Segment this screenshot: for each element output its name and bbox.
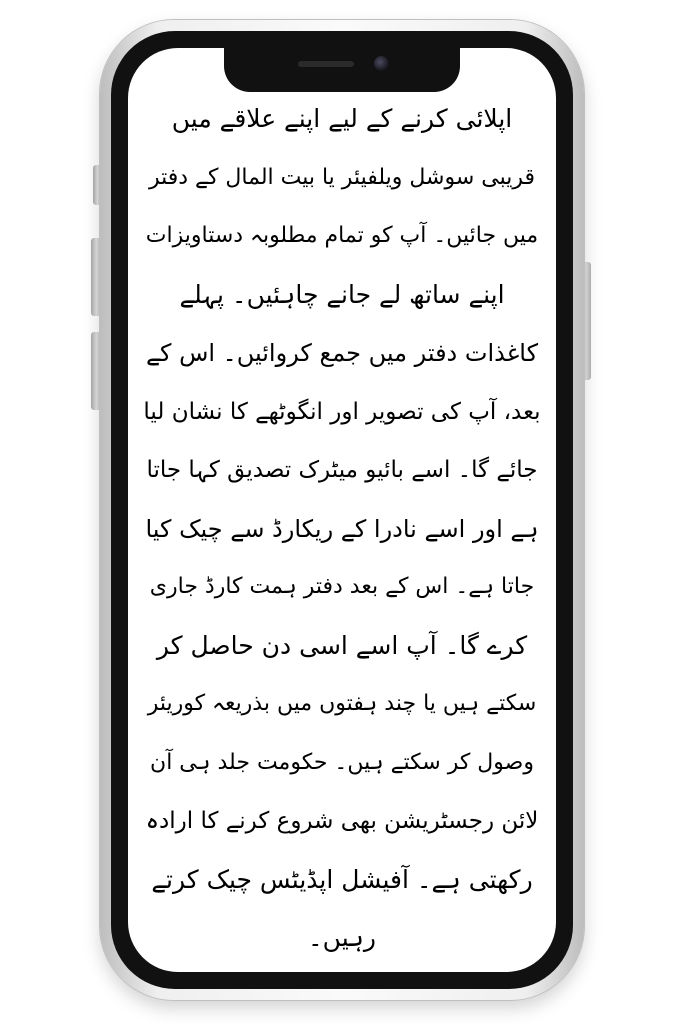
speaker-grille-icon <box>298 61 354 67</box>
article-line: جاتا ہے۔ اس کے بعد دفتر ہمت کارڈ جاری <box>149 574 535 599</box>
article-line: ہے اور اسے نادرا کے ریکارڈ سے چیک کیا <box>145 514 539 543</box>
phone-notch <box>224 48 460 92</box>
article-line: سکتے ہیں یا چند ہفتوں میں بذریعہ کوریئر <box>147 691 537 716</box>
article-line: رکھتی ہے۔ آفیشل اپڈیٹس چیک کرتے <box>151 864 533 894</box>
article-line: قریبی سوشل ویلفیئر یا بیت المال کے دفتر <box>148 164 536 190</box>
phone-bezel <box>111 31 573 989</box>
article-line: کاغذات دفتر میں جمع کروائیں۔ اس کے <box>145 339 539 367</box>
article-line: اپنے ساتھ لے جانے چاہئیں۔ پہلے <box>179 279 505 309</box>
phone-frame <box>100 20 584 1000</box>
article-line: کرے گا۔ آپ اسے اسی دن حاصل کر <box>156 630 528 660</box>
front-camera-icon <box>374 56 389 71</box>
article-line: جائے گا۔ اسے بائیو میٹرک تصدیق کہا جاتا <box>146 457 538 483</box>
article-line: اپلائی کرنے کے لیے اپنے علاقے میں <box>171 104 513 133</box>
article-text <box>142 90 542 968</box>
article-line: میں جائیں۔ آپ کو تمام مطلوبہ دستاویزات <box>145 223 539 248</box>
phone-screen[interactable] <box>128 48 556 972</box>
article-line: بعد، آپ کی تصویر اور انگوٹھے کا نشان لیا <box>143 398 541 425</box>
article-line: وصول کر سکتے ہیں۔ حکومت جلد ہی آن <box>150 749 534 775</box>
article-line: رہیں۔ <box>308 923 376 952</box>
article-line: لائن رجسٹریشن بھی شروع کرنے کا ارادہ <box>145 808 539 834</box>
